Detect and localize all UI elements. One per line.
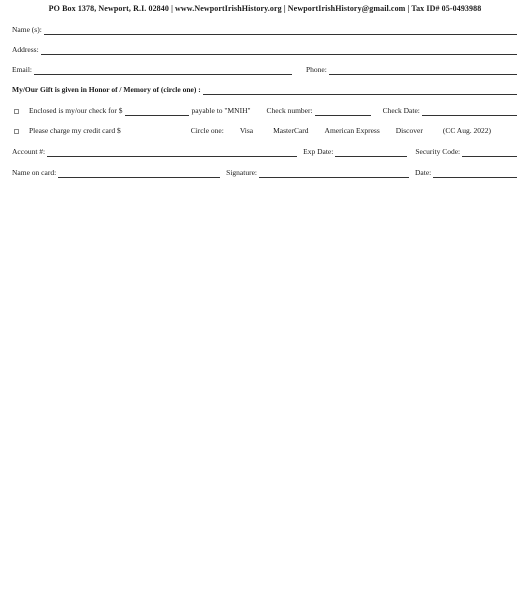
card-discover-option[interactable]: Discover (395, 126, 423, 135)
check-number-label: Check number: (266, 106, 313, 115)
credit-row (12, 124, 517, 136)
address-field[interactable] (41, 45, 517, 55)
signature-label: Signature: (226, 168, 257, 177)
gift-label: My/Our Gift is given in Honor of / Memory of (circle one) : (12, 85, 201, 94)
email-field[interactable] (34, 65, 292, 75)
account-field[interactable] (47, 147, 297, 157)
check-date-label: Check Date: (382, 106, 420, 115)
cc-note: (CC Aug. 2022) (442, 126, 491, 135)
email-label: Email: (12, 65, 32, 74)
card-visa-option[interactable]: Visa (239, 126, 254, 135)
account-label: Account #: (12, 147, 46, 156)
check-amount-field[interactable] (125, 106, 189, 116)
credit-text: Please charge my credit card $ (29, 126, 121, 135)
security-code-field[interactable] (462, 147, 517, 157)
payable-text: payable to "MNIH" (191, 106, 251, 115)
names-label: Name (s): (12, 25, 42, 34)
gift-field[interactable] (203, 85, 517, 95)
header-contact-line: PO Box 1378, Newport, R.I. 02840 | www.NewportIrishHistory.org | NewportIrishHistory@gmail.com | Tax ID# 05-0493988 (48, 4, 482, 13)
date-field[interactable] (433, 168, 517, 178)
account-row (12, 145, 517, 157)
address-label: Address: (12, 45, 39, 54)
email-phone-row (12, 63, 517, 75)
phone-label: Phone: (306, 65, 327, 74)
names-field[interactable] (44, 25, 517, 35)
exp-date-field[interactable] (335, 147, 407, 157)
circle-one-text: Circle one: (190, 126, 224, 135)
check-checkbox[interactable] (14, 109, 19, 114)
card-mastercard-option[interactable]: MasterCard (273, 126, 309, 135)
check-date-field[interactable] (422, 106, 517, 116)
phone-field[interactable] (329, 65, 517, 75)
signature-field[interactable] (259, 168, 409, 178)
date-label: Date: (414, 168, 432, 177)
gift-row (12, 83, 517, 95)
names-row (12, 23, 517, 35)
check-number-field[interactable] (315, 106, 371, 116)
card-signature-row (12, 166, 517, 178)
check-text: Enclosed is my/our check for $ (29, 106, 123, 115)
exp-date-label: Exp Date: (303, 147, 334, 156)
address-row (12, 43, 517, 55)
card-amex-option[interactable]: American Express (324, 126, 380, 135)
name-on-card-label: Name on card: (12, 168, 57, 177)
check-row (12, 104, 517, 116)
security-code-label: Security Code: (415, 147, 461, 156)
credit-checkbox[interactable] (14, 129, 19, 134)
name-on-card-field[interactable] (58, 168, 220, 178)
